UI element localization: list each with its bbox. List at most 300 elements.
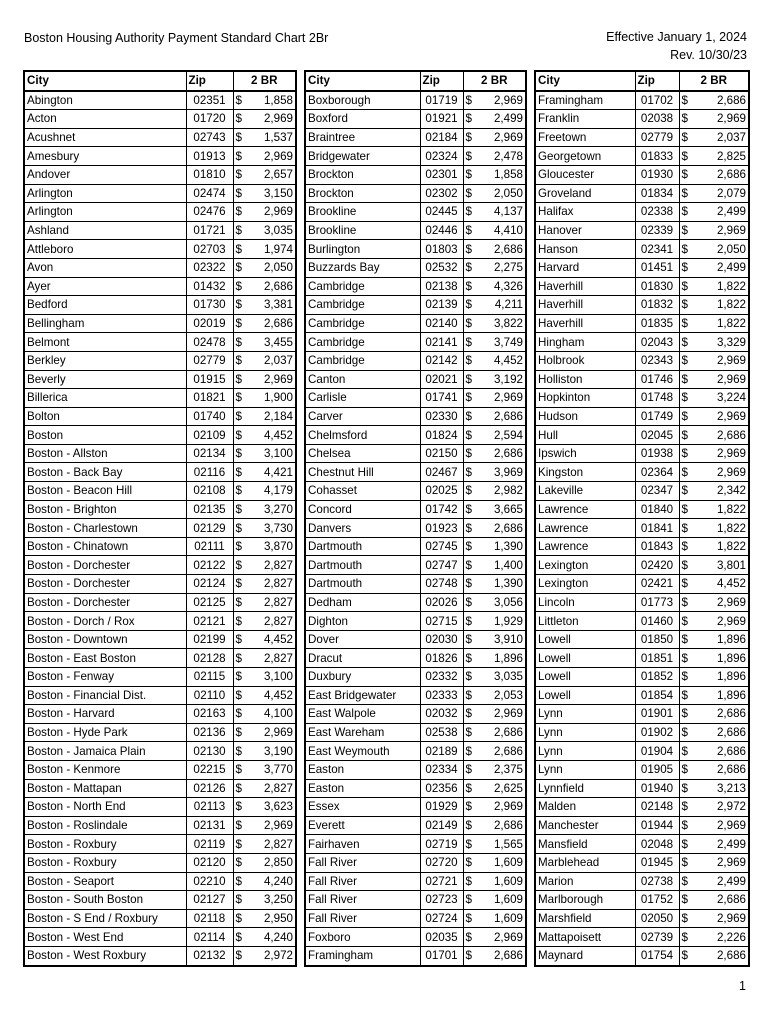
rent-value: 2,969	[716, 224, 746, 238]
table-row	[24, 798, 296, 817]
rent-cell	[679, 537, 749, 556]
city-cell: East Weymouth	[305, 742, 420, 761]
table-row	[24, 221, 296, 240]
zip-cell: 02538	[420, 723, 463, 742]
city-cell: Boston - Allston	[24, 444, 186, 463]
zip-cell: 01741	[420, 389, 463, 408]
rent-cell	[463, 649, 526, 668]
rent-value: 2,969	[716, 372, 746, 386]
table-row	[535, 593, 749, 612]
rent-cell	[463, 668, 526, 687]
currency-symbol: $	[681, 558, 688, 572]
rent-cell	[679, 891, 749, 910]
zip-cell: 02720	[420, 853, 463, 872]
table-row	[24, 853, 296, 872]
table-row	[24, 407, 296, 426]
rent-cell	[233, 891, 296, 910]
rent-value: 3,870	[263, 540, 293, 554]
table-row	[305, 240, 526, 259]
currency-symbol: $	[235, 744, 242, 758]
zip-cell: 02141	[420, 333, 463, 352]
zip-cell: 01938	[635, 444, 679, 463]
revision-date: Rev. 10/30/23	[670, 48, 747, 62]
rent-cell	[679, 928, 749, 947]
table-row	[305, 946, 526, 965]
rent-value: 3,910	[493, 633, 523, 647]
rent-value: 1,896	[716, 651, 746, 665]
table-row	[535, 891, 749, 910]
zip-cell: 01833	[635, 147, 679, 166]
currency-symbol: $	[465, 837, 472, 851]
city-cell: Bridgewater	[305, 147, 420, 166]
rent-cell	[679, 705, 749, 724]
table-row	[535, 463, 749, 482]
table-row	[535, 612, 749, 631]
rent-cell	[679, 686, 749, 705]
currency-symbol: $	[235, 186, 242, 200]
city-cell: Boston - Hyde Park	[24, 723, 186, 742]
rent-value: 2,686	[716, 428, 746, 442]
zip-cell: 02111	[186, 537, 233, 556]
table-row	[535, 240, 749, 259]
table-row	[305, 203, 526, 222]
zip-cell: 02109	[186, 426, 233, 445]
zip-cell: 02125	[186, 593, 233, 612]
table-row	[535, 872, 749, 891]
zip-cell: 02467	[420, 463, 463, 482]
rent-value: 2,827	[263, 595, 293, 609]
table-row	[305, 723, 526, 742]
rent-value: 4,326	[493, 279, 523, 293]
zip-cell: 02747	[420, 556, 463, 575]
zip-cell: 02124	[186, 575, 233, 594]
currency-symbol: $	[681, 261, 688, 275]
table-row	[305, 221, 526, 240]
rent-value: 3,100	[263, 447, 293, 461]
zip-cell: 01835	[635, 314, 679, 333]
rent-cell	[463, 110, 526, 129]
table-row	[535, 296, 749, 315]
rent-value: 2,037	[263, 354, 293, 368]
table-row	[24, 742, 296, 761]
currency-symbol: $	[235, 93, 242, 107]
city-cell: Boston - Dorch / Rox	[24, 612, 186, 631]
currency-symbol: $	[465, 688, 472, 702]
currency-symbol: $	[235, 893, 242, 907]
city-cell: Boxborough	[305, 91, 420, 110]
rent-cell	[679, 277, 749, 296]
currency-symbol: $	[465, 131, 472, 145]
rent-cell	[679, 91, 749, 110]
rent-value: 3,100	[263, 670, 293, 684]
column-header-rent: 2 BR	[679, 71, 749, 91]
currency-symbol: $	[465, 465, 472, 479]
table-row	[24, 463, 296, 482]
zip-cell: 02739	[635, 928, 679, 947]
rent-value: 1,537	[263, 131, 293, 145]
city-cell: Burlington	[305, 240, 420, 259]
rent-cell	[233, 482, 296, 501]
rent-cell	[463, 184, 526, 203]
city-cell: Franklin	[535, 110, 635, 129]
currency-symbol: $	[681, 874, 688, 888]
currency-symbol: $	[681, 409, 688, 423]
rent-cell	[233, 742, 296, 761]
table-row	[535, 686, 749, 705]
table-row	[24, 835, 296, 854]
zip-cell: 01923	[420, 519, 463, 538]
city-cell: Chestnut Hill	[305, 463, 420, 482]
city-cell: Boston - Dorchester	[24, 593, 186, 612]
currency-symbol: $	[681, 372, 688, 386]
rent-cell	[463, 240, 526, 259]
city-cell: Brookline	[305, 203, 420, 222]
city-cell: Bolton	[24, 407, 186, 426]
currency-symbol: $	[681, 335, 688, 349]
city-cell: Dartmouth	[305, 537, 420, 556]
zip-cell: 02339	[635, 221, 679, 240]
city-cell: Lynn	[535, 760, 635, 779]
city-cell: Fairhaven	[305, 835, 420, 854]
zip-cell: 02703	[186, 240, 233, 259]
currency-symbol: $	[235, 781, 242, 795]
rent-value: 2,053	[493, 688, 523, 702]
city-cell: Hopkinton	[535, 389, 635, 408]
rent-value: 2,499	[716, 261, 746, 275]
zip-cell: 02779	[635, 128, 679, 147]
zip-cell: 02474	[186, 184, 233, 203]
city-cell: Essex	[305, 798, 420, 817]
zip-cell: 02215	[186, 760, 233, 779]
city-cell: Arlington	[24, 184, 186, 203]
table-row	[305, 556, 526, 575]
rent-value: 2,969	[716, 614, 746, 628]
rent-value: 3,455	[263, 335, 293, 349]
city-cell: Dracut	[305, 649, 420, 668]
city-cell: Lakeville	[535, 482, 635, 501]
city-cell: East Walpole	[305, 705, 420, 724]
zip-cell: 02745	[420, 537, 463, 556]
rent-value: 1,822	[716, 279, 746, 293]
table-row	[535, 649, 749, 668]
rent-value: 1,900	[263, 391, 293, 405]
rent-value: 3,250	[263, 893, 293, 907]
currency-symbol: $	[465, 577, 472, 591]
rent-value: 4,452	[716, 577, 746, 591]
currency-symbol: $	[235, 633, 242, 647]
table-row	[535, 835, 749, 854]
table-row	[535, 500, 749, 519]
rent-value: 2,686	[493, 744, 523, 758]
table-row	[305, 463, 526, 482]
rent-cell	[463, 389, 526, 408]
rent-cell	[233, 426, 296, 445]
table-row	[535, 128, 749, 147]
rent-value: 2,686	[716, 707, 746, 721]
zip-cell: 02126	[186, 779, 233, 798]
zip-cell: 02113	[186, 798, 233, 817]
table-row	[305, 630, 526, 649]
zip-cell: 01851	[635, 649, 679, 668]
zip-cell: 01929	[420, 798, 463, 817]
currency-symbol: $	[465, 856, 472, 870]
rent-value: 2,969	[493, 93, 523, 107]
city-cell: Bedford	[24, 296, 186, 315]
city-cell: Dighton	[305, 612, 420, 631]
zip-cell: 01913	[186, 147, 233, 166]
currency-symbol: $	[465, 744, 472, 758]
city-cell: Boston - Roxbury	[24, 853, 186, 872]
rent-value: 2,342	[716, 484, 746, 498]
currency-symbol: $	[465, 502, 472, 516]
zip-cell: 02048	[635, 835, 679, 854]
currency-symbol: $	[465, 261, 472, 275]
table-row	[305, 872, 526, 891]
table-row	[305, 258, 526, 277]
zip-cell: 01840	[635, 500, 679, 519]
table-row	[535, 91, 749, 110]
rent-cell	[463, 203, 526, 222]
rent-cell	[679, 426, 749, 445]
zip-cell: 02131	[186, 816, 233, 835]
table-row	[535, 444, 749, 463]
rent-value: 4,240	[263, 930, 293, 944]
zip-cell: 02721	[420, 872, 463, 891]
rent-cell	[463, 946, 526, 965]
rent-value: 2,499	[716, 874, 746, 888]
city-cell: Boston - Harvard	[24, 705, 186, 724]
rent-value: 3,969	[493, 465, 523, 479]
city-cell: East Bridgewater	[305, 686, 420, 705]
rent-cell	[463, 147, 526, 166]
rent-value: 2,969	[716, 112, 746, 126]
rent-cell	[679, 500, 749, 519]
city-cell: Marion	[535, 872, 635, 891]
zip-cell: 02019	[186, 314, 233, 333]
table-row	[535, 426, 749, 445]
zip-cell: 02334	[420, 760, 463, 779]
zip-cell: 02115	[186, 668, 233, 687]
zip-cell: 02351	[186, 91, 233, 110]
currency-symbol: $	[465, 186, 472, 200]
rent-cell	[463, 760, 526, 779]
rent-value: 1,400	[493, 558, 523, 572]
zip-cell: 01749	[635, 407, 679, 426]
city-cell: Groveland	[535, 184, 635, 203]
zip-cell: 02148	[635, 798, 679, 817]
table-row	[305, 816, 526, 835]
column-header-city: City	[305, 71, 420, 91]
table-row	[24, 593, 296, 612]
table-row	[305, 649, 526, 668]
rent-value: 2,969	[716, 912, 746, 926]
currency-symbol: $	[235, 447, 242, 461]
rent-cell	[679, 556, 749, 575]
table-row	[305, 928, 526, 947]
zip-cell: 01730	[186, 296, 233, 315]
table-row	[535, 779, 749, 798]
rent-cell	[463, 835, 526, 854]
rent-cell	[463, 370, 526, 389]
rent-cell	[463, 909, 526, 928]
rent-value: 2,827	[263, 577, 293, 591]
rent-value: 2,827	[263, 614, 293, 628]
city-cell: Lynnfield	[535, 779, 635, 798]
currency-symbol: $	[235, 614, 242, 628]
rent-cell	[463, 853, 526, 872]
currency-symbol: $	[681, 428, 688, 442]
city-cell: Lynn	[535, 742, 635, 761]
city-cell: Beverly	[24, 370, 186, 389]
rent-cell	[233, 128, 296, 147]
city-cell: Hudson	[535, 407, 635, 426]
rent-cell	[233, 668, 296, 687]
zip-cell: 02715	[420, 612, 463, 631]
table-row	[535, 351, 749, 370]
table-row	[305, 128, 526, 147]
table-row	[305, 482, 526, 501]
zip-cell: 02132	[186, 946, 233, 965]
city-cell: Acton	[24, 110, 186, 129]
rent-cell	[233, 147, 296, 166]
currency-symbol: $	[681, 614, 688, 628]
currency-symbol: $	[235, 224, 242, 238]
rent-value: 1,822	[716, 540, 746, 554]
zip-cell: 01742	[420, 500, 463, 519]
currency-symbol: $	[681, 447, 688, 461]
rent-cell	[679, 853, 749, 872]
rent-cell	[463, 872, 526, 891]
currency-symbol: $	[681, 726, 688, 740]
zip-cell: 02719	[420, 835, 463, 854]
rent-value: 2,969	[716, 595, 746, 609]
zip-cell: 02050	[635, 909, 679, 928]
currency-symbol: $	[681, 912, 688, 926]
city-cell: Bellingham	[24, 314, 186, 333]
zip-cell: 02025	[420, 482, 463, 501]
zip-cell: 01915	[186, 370, 233, 389]
column-header-rent: 2 BR	[463, 71, 526, 91]
rent-cell	[679, 816, 749, 835]
city-cell: Marblehead	[535, 853, 635, 872]
zip-cell: 01460	[635, 612, 679, 631]
rent-cell	[679, 723, 749, 742]
zip-cell: 02738	[635, 872, 679, 891]
rent-value: 3,665	[493, 502, 523, 516]
rent-cell	[233, 351, 296, 370]
currency-symbol: $	[681, 707, 688, 721]
rent-value: 3,056	[493, 595, 523, 609]
zip-cell: 02136	[186, 723, 233, 742]
rent-value: 1,974	[263, 242, 293, 256]
currency-symbol: $	[681, 930, 688, 944]
city-cell: Framingham	[535, 91, 635, 110]
rent-value: 2,686	[493, 521, 523, 535]
city-cell: Hingham	[535, 333, 635, 352]
zip-cell: 01852	[635, 668, 679, 687]
city-cell: Fall River	[305, 891, 420, 910]
currency-symbol: $	[681, 224, 688, 238]
rent-value: 2,037	[716, 131, 746, 145]
currency-symbol: $	[235, 540, 242, 554]
currency-symbol: $	[235, 391, 242, 405]
city-cell: Boston - Mattapan	[24, 779, 186, 798]
rent-value: 2,079	[716, 186, 746, 200]
rent-value: 2,969	[263, 149, 293, 163]
table-row	[24, 928, 296, 947]
zip-cell: 01843	[635, 537, 679, 556]
rent-value: 1,896	[493, 651, 523, 665]
city-cell: Easton	[305, 779, 420, 798]
currency-symbol: $	[465, 614, 472, 628]
page-title: Boston Housing Authority Payment Standard Chart 2Br	[24, 31, 329, 45]
currency-symbol: $	[465, 391, 472, 405]
city-cell: Lincoln	[535, 593, 635, 612]
currency-symbol: $	[465, 354, 472, 368]
rent-cell	[463, 500, 526, 519]
rent-value: 2,478	[493, 149, 523, 163]
rent-value: 2,686	[716, 893, 746, 907]
currency-symbol: $	[681, 781, 688, 795]
rent-cell	[463, 277, 526, 296]
table-row	[24, 649, 296, 668]
rent-cell	[233, 333, 296, 352]
zip-cell: 01720	[186, 110, 233, 129]
city-cell: Boston - North End	[24, 798, 186, 817]
zip-cell: 02130	[186, 742, 233, 761]
table-row	[24, 184, 296, 203]
rent-cell	[679, 630, 749, 649]
city-cell: Cambridge	[305, 296, 420, 315]
effective-date: Effective January 1, 2024	[606, 30, 747, 44]
payment-table-2	[304, 70, 527, 967]
rent-value: 2,972	[263, 949, 293, 963]
currency-symbol: $	[681, 149, 688, 163]
rent-value: 1,896	[716, 688, 746, 702]
city-cell: Boston - South Boston	[24, 891, 186, 910]
rent-cell	[463, 165, 526, 184]
rent-cell	[679, 872, 749, 891]
zip-cell: 01940	[635, 779, 679, 798]
table-row	[305, 537, 526, 556]
currency-symbol: $	[235, 651, 242, 665]
rent-cell	[233, 593, 296, 612]
table-row	[535, 705, 749, 724]
table-row	[24, 110, 296, 129]
zip-cell: 01824	[420, 426, 463, 445]
table-row	[305, 370, 526, 389]
currency-symbol: $	[235, 595, 242, 609]
currency-symbol: $	[681, 540, 688, 554]
rent-cell	[463, 128, 526, 147]
city-cell: Boston - Fenway	[24, 668, 186, 687]
zip-cell: 02163	[186, 705, 233, 724]
city-cell: Georgetown	[535, 147, 635, 166]
table-row	[535, 723, 749, 742]
city-cell: Boston - Roslindale	[24, 816, 186, 835]
table-row	[305, 593, 526, 612]
column-header-city: City	[24, 71, 186, 91]
rent-cell	[679, 779, 749, 798]
zip-cell: 02121	[186, 612, 233, 631]
currency-symbol: $	[681, 800, 688, 814]
payment-table-1	[23, 70, 297, 967]
rent-cell	[463, 314, 526, 333]
currency-symbol: $	[235, 688, 242, 702]
table-row	[24, 351, 296, 370]
zip-cell: 02149	[420, 816, 463, 835]
rent-value: 2,686	[263, 279, 293, 293]
